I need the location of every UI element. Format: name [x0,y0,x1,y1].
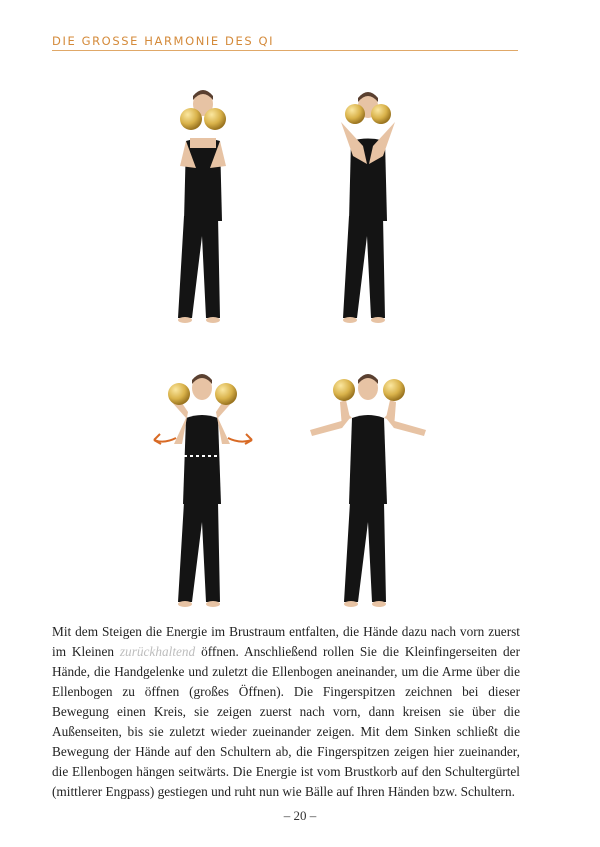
body-text-part-2: öffnen. Anschließend rollen Sie die Kleinfingerseiten der Hände, die Handgelenke und zuletzt die Ellenbogen aneinander, um die Arme über die Ellenbogen zu öffnen (großes Öffnen). Die Fingerspitzen zeichnen bei dieser Bewegung einen Kreis, sie zeigen zuerst nach vorn, dann kreisen sie über die Außenseiten, bis sie zuletzt wieder zueinander zeigen. Mit dem Sinken schließt die Bewegung der Hände auf den Schultern ab, die Fingerspitzen zeigen hier zueinander, die Ellenbogen hängen seitwärts. Die Energie ist vom Brustkorb auf den Schultergürtel (mittlerer Engpass) gestiegen und ruht nun wie Bälle auf Ihren Händen bzw. Schultern. [52,644,520,799]
page-number: – 20 – [283,808,317,823]
body-text-part-1: Mit dem Steigen die Energie im Brustraum entfalten, die Hände dazu nach vorn zuerst im Kleinen [52,624,520,659]
qi-ball-left [345,104,365,124]
body-paragraph [52,622,520,802]
qi-ball-left [333,379,355,401]
highlight-word: zurückhaltend [119,644,196,659]
figure-arms-open-with-arrows [146,374,260,610]
figure-hands-together-front [158,86,248,326]
figure-palms-up-wrists-together [323,86,413,326]
qi-ball-right [215,383,237,405]
qi-ball-left [180,108,202,130]
qi-ball-right [371,104,391,124]
header-rule [52,50,518,51]
figure-hands-on-shoulders [302,374,436,610]
qi-ball-right [383,379,405,401]
running-head: DIE GROSSE HARMONIE DES QI [52,34,275,48]
qi-ball-right [204,108,226,130]
qi-ball-left [168,383,190,405]
